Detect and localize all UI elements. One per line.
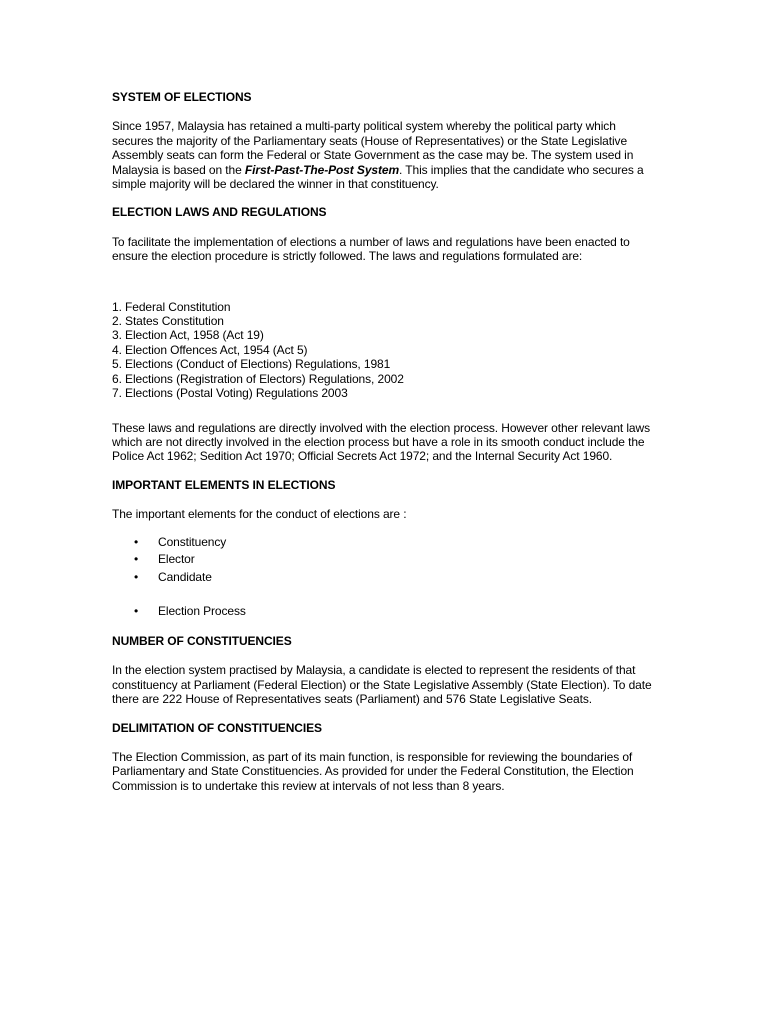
elements-list [112,534,657,587]
laws-list [112,300,657,401]
list-item: 5. Elections (Conduct of Elections) Regulations, 1981 [112,357,391,372]
bullet-icon: • [134,552,139,567]
heading-number-of-constituencies: NUMBER OF CONSTITUENCIES [112,633,292,648]
paragraph-constituencies: In the election system practised by Malaysia, a candidate is elected to represent the residents of that constituency at Parliament (Federal Election) or the State Legislative Assembly (State Election). To date there are 222 House of Representatives seats (Parliament) and 576 State Legislative Seats. [112,663,652,707]
system-text-before: Since 1957, Malaysia has retained a multi-party political system whereby the political party which secures the majority of the Parliamentary seats (House of Representatives) or the State Legislative Assembly seats can form the Federal or State Government as the case may be. The system used in Malaysia is based on the [112,119,634,177]
list-item: 6. Elections (Registration of Electors) Regulations, 2002 [112,371,404,386]
list-item [112,603,657,621]
heading-important-elements: IMPORTANT ELEMENTS IN ELECTIONS [112,477,336,492]
first-past-the-post-emphasis: First-Past-The-Post System [244,162,400,177]
paragraph-delimitation: The Election Commission, as part of its main function, is responsible for reviewing the boundaries of Parliamentary and State Constituencies. As provided for under the Federal Constitution, the Election Commission is to undertake this review at intervals of not less than 8 years. [112,749,634,793]
list-item-label: Elector [158,552,195,567]
system-text-after: . This implies that the candidate who secures a simple majority will be declared the winner in that constituency. [112,162,644,192]
list-item: 1. Federal Constitution [112,299,231,314]
list-item-label: Election Process [158,604,246,619]
list-item [112,534,657,552]
paragraph-elements-intro: The important elements for the conduct of elections are : [112,507,407,522]
heading-delimitation: DELIMITATION OF CONSTITUENCIES [112,720,322,735]
list-item: 7. Elections (Postal Voting) Regulations 2003 [112,386,348,401]
paragraph-system-of-elections [112,119,657,191]
paragraph-laws-intro: To facilitate the implementation of elections a number of laws and regulations have been enacted to ensure the election procedure is strictly followed. The laws and regulations formulated are: [112,234,630,264]
paragraph-laws-closing: These laws and regulations are directly involved with the election process. However other relevant laws which are not directly involved in the election process but have a role in its smooth conduct include the Police Act 1962; Sedition Act 1970; Official Secrets Act 1972; and the Internal Security Act 1960. [112,420,650,464]
bullet-icon: • [134,604,139,619]
list-item-label: Candidate [158,569,212,584]
list-item: 2. States Constitution [112,314,224,329]
bullet-icon: • [134,534,139,549]
list-item: 3. Election Act, 1958 (Act 19) [112,328,264,343]
list-item-label: Constituency [158,534,227,549]
document-page [112,84,657,793]
list-item [112,569,657,587]
elements-list-extra [112,603,657,621]
bullet-icon: • [134,569,139,584]
list-item [112,551,657,569]
heading-system-of-elections: SYSTEM OF ELECTIONS [112,90,252,104]
heading-election-laws: ELECTION LAWS AND REGULATIONS [112,205,327,220]
list-item: 4. Election Offences Act, 1954 (Act 5) [112,342,308,357]
